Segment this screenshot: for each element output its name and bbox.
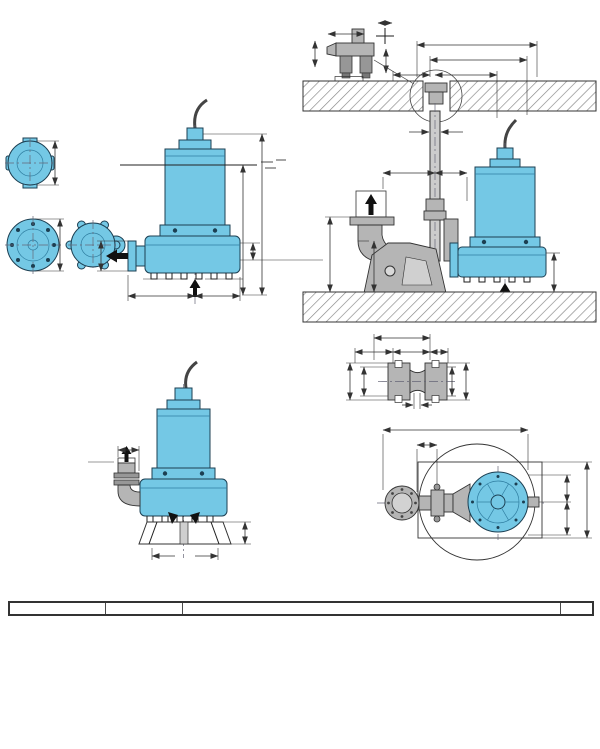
- drawing-duckfoot-top-view: [335, 418, 600, 570]
- duck-foot-claw-top: [431, 484, 470, 522]
- inlet-flange-top: [385, 486, 431, 520]
- col-dimensions-header: [182, 602, 560, 615]
- anchor-bracket-detail: [315, 23, 394, 87]
- submersible-pump: [128, 100, 240, 307]
- concrete-slab-left: [303, 81, 423, 111]
- leader-line: [374, 60, 414, 84]
- offset-dimensions: [383, 173, 467, 201]
- discharge-arrow-icon: [106, 250, 128, 263]
- pipe-holder: [429, 92, 443, 104]
- drawing-foot-version: [85, 358, 330, 570]
- outlet-arrow-icon: [365, 194, 377, 215]
- duck-foot-bend: [350, 199, 458, 293]
- hf-dimension: [546, 253, 560, 292]
- drawing-pump-side-view: [95, 95, 325, 320]
- n3-dimension: [152, 548, 218, 560]
- col-type-header: [9, 602, 105, 615]
- base-casting: [378, 361, 458, 403]
- base-top-dimensions: [355, 334, 448, 363]
- suction-arrow-icon: [190, 279, 201, 297]
- pump-top-view: [468, 472, 539, 532]
- pump-on-duck-foot: [450, 120, 546, 303]
- flange-top-view: [5, 138, 59, 188]
- col-weight-header: [560, 602, 593, 615]
- header-row-1: [9, 602, 593, 615]
- dimensions-table: [8, 601, 594, 616]
- pipe-holder: [425, 83, 447, 92]
- concrete-floor: [303, 292, 596, 322]
- drawing-installation: [298, 3, 598, 335]
- drawing-base-detail: [340, 326, 495, 414]
- flange-round-view: [5, 216, 61, 274]
- concrete-slab-right: [450, 81, 596, 111]
- col-en-header: [105, 602, 182, 615]
- d131-dimension: [417, 445, 437, 492]
